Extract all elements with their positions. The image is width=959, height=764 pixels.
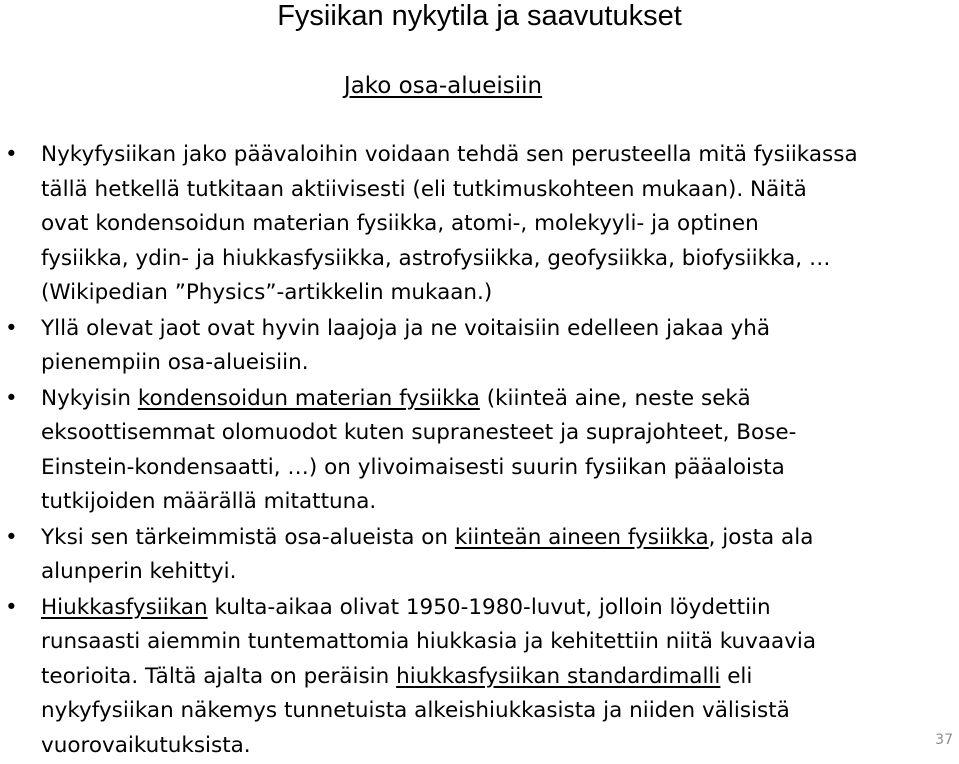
solid-state-physics-link[interactable]: kiinteän aineen fysiikka <box>454 524 709 550</box>
slide-title: Fysiikan nykytila ja saavutukset <box>277 0 682 32</box>
bullet-line: tällä hetkellä tutkitaan aktiivisesti (eli tutkimuskohteen mukaan). Näitä <box>41 176 807 202</box>
bullet-list <box>5 138 953 764</box>
bullet-dot-icon: • <box>5 524 18 550</box>
particle-physics-link[interactable]: Hiukkasfysiikan <box>41 594 208 620</box>
bullet-item-condensed-matter <box>5 382 953 520</box>
bullet-line: runsaasti aiemmin tuntemattomia hiukkasia ja kehitettiin niitä kuvaavia <box>41 629 817 654</box>
bullet-dot-icon: • <box>5 142 18 167</box>
bullet-line: nykyfysiikan näkemys tunnetuista alkeishiukkasista ja niiden välisistä <box>41 698 790 723</box>
bullet-line: pienempiin osa-alueisiin. <box>41 350 309 375</box>
slide-subtitle: Jako osa-alueisiin <box>343 73 543 99</box>
bullet-line: vuorovaikutuksista. <box>41 732 251 758</box>
bullet-line: tutkijoiden määrällä mitattuna. <box>41 489 377 514</box>
bullet-line: (Wikipedian ”Physics”-artikkelin mukaan.) <box>41 280 493 305</box>
bullet-text: teorioita. Tältä ajalta on peräisin <box>41 663 397 689</box>
bullet-item-particle-physics <box>5 591 953 764</box>
bullet-dot-icon: • <box>5 315 18 341</box>
bullet-line: Nykyfysiikan jako päävaloihin voidaan tehdä sen perusteella mitä fysiikassa <box>41 142 858 167</box>
bullet-line <box>41 382 953 417</box>
bullet-item-division <box>5 138 953 311</box>
bullet-text: Nykyisin <box>41 385 138 411</box>
bullet-line: ovat kondensoidun materian fysiikka, atomi-, molekyyli- ja optinen <box>41 211 759 236</box>
bullet-line <box>41 660 953 695</box>
bullet-text: eli <box>720 663 753 689</box>
bullet-text: , josta ala <box>708 524 814 550</box>
bullet-line: fysiikka, ydin- ja hiukkasfysiikka, astrofysiikka, geofysiikka, biofysiikka, … <box>41 245 831 271</box>
bullet-text: Yksi sen tärkeimmistä osa-alueista on <box>41 524 455 550</box>
bullet-line: Einstein-kondensaatti, …) on ylivoimaisesti suurin fysiikan pääaloista <box>41 454 785 480</box>
page-number: 37 <box>935 732 953 748</box>
bullet-line: eksoottisemmat olomuodot kuten supranesteet ja suprajohteet, Bose- <box>41 420 797 445</box>
bullet-item-solid-state <box>5 521 953 590</box>
bullet-item-subdivision <box>5 312 953 381</box>
bullet-text: (kiinteä aine, neste sekä <box>479 385 751 411</box>
standard-model-link[interactable]: hiukkasfysiikan standardimalli <box>396 663 721 689</box>
bullet-line <box>41 521 953 556</box>
bullet-dot-icon: • <box>5 594 18 620</box>
bullet-text: kulta-aikaa olivat 1950-1980-luvut, jolloin löydettiin <box>207 594 771 620</box>
bullet-line <box>41 591 953 626</box>
condensed-matter-link[interactable]: kondensoidun materian fysiikka <box>137 385 480 411</box>
bullet-dot-icon: • <box>5 385 18 411</box>
bullet-line: Yllä olevat jaot ovat hyvin laajoja ja ne voitaisiin edelleen jakaa yhä <box>41 315 771 341</box>
bullet-line: alunperin kehittyi. <box>41 559 237 584</box>
